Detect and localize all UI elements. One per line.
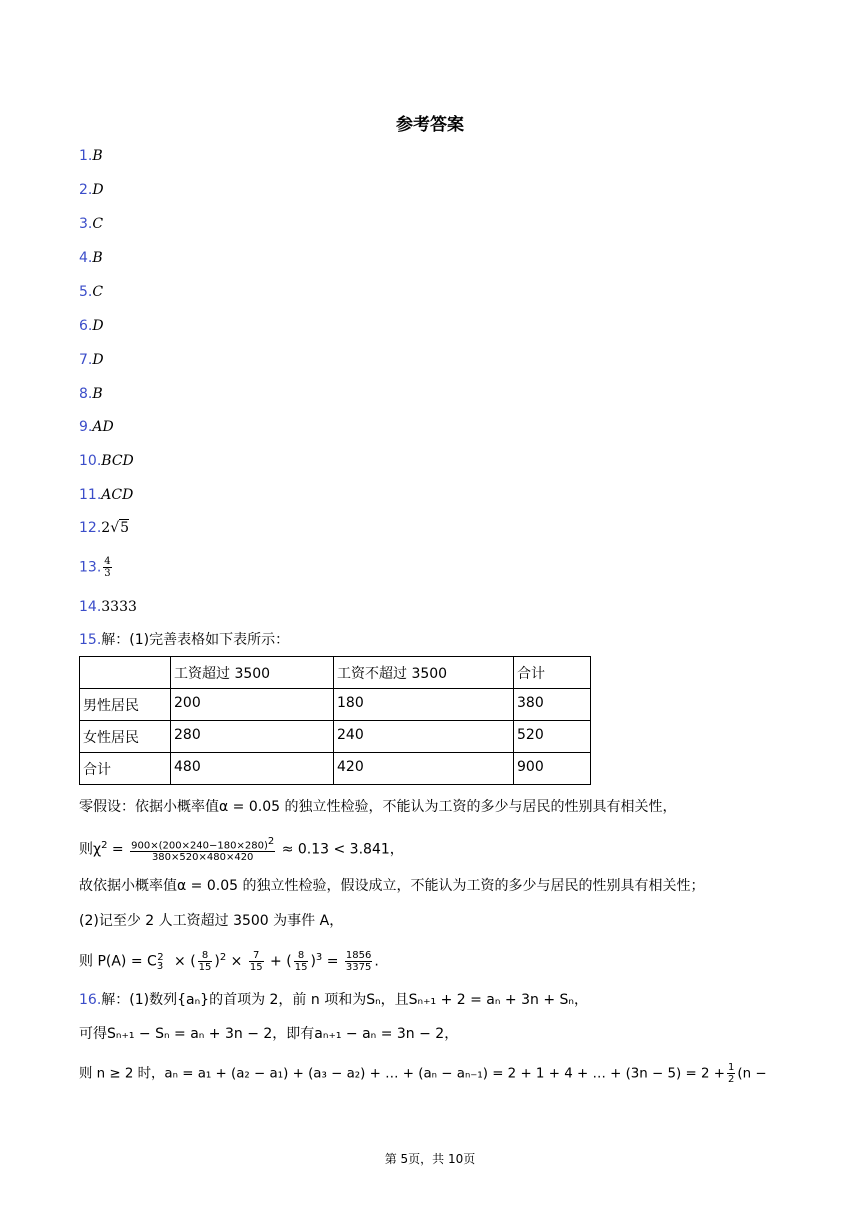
answer-number: 6.	[79, 318, 93, 334]
q15-chi-square-line: 则$\chi^2$ = $\frac{900\times(200\times 240-180\times 280)^2}{380\times 520\times 480\times 420}$ ≈ 0.13 < 3.841，	[79, 836, 404, 864]
answer-value: C	[92, 284, 104, 300]
answer-number: 8.	[79, 386, 93, 402]
answer-number: 2.	[79, 182, 93, 198]
answer-item-12: 12.2√5	[79, 520, 130, 536]
answer-number: 13.	[79, 559, 102, 576]
answer-item	[79, 282, 103, 302]
answer-item	[79, 485, 133, 505]
fraction-denominator: 3	[104, 568, 111, 579]
result-fraction	[345, 950, 372, 973]
prob-prefix: 则 P(A) = C	[79, 953, 157, 970]
answer-number: 14.	[79, 599, 102, 615]
q15-hypothesis: 零假设：依据小概率值α = 0.05 的独立性检验，不能认为工资的多少与居民的性别具有相关性，	[79, 799, 677, 815]
chi-fraction: $\frac{900\times(200\times 240-180\times 280)^2}{380\times 520\times 480\times 420}$	[131, 836, 275, 864]
table-cell: 合计	[80, 753, 171, 785]
table-cell: 520	[514, 721, 591, 753]
q15-intro: 解：(1)完善表格如下表所示：	[101, 632, 290, 648]
answer-number: 5.	[79, 284, 93, 300]
answer-number: 4.	[79, 250, 93, 266]
answer-item	[79, 417, 114, 437]
table-row	[80, 721, 591, 753]
page-footer: 第 5页，共 10页	[384, 1152, 476, 1166]
answer-value: D	[92, 182, 104, 198]
table-cell: 280	[171, 721, 334, 753]
answer-value: ACD	[101, 487, 134, 503]
frac-3-num: 8	[294, 950, 309, 962]
result-num: 1856	[345, 950, 372, 962]
answer-value: B	[92, 386, 103, 402]
chi-result: ≈ 0.13 < 3.841，	[281, 841, 404, 858]
answer-number: 3.	[79, 216, 93, 232]
frac-3-den: 15	[294, 962, 308, 974]
answer-number: 7.	[79, 352, 93, 368]
q16-line-2: 可得Sₙ₊₁ − Sₙ = aₙ + 3n − 2，即有aₙ₊₁ − aₙ = 3n − 2，	[79, 1026, 459, 1042]
answer-item	[79, 350, 104, 370]
answer-value: D	[92, 352, 104, 368]
q15-intro-line	[79, 630, 289, 650]
chi-numerator: 900×(200×240−180×280)	[131, 840, 268, 852]
table-row	[80, 689, 591, 721]
answer-number: 16.	[79, 992, 102, 1008]
answer-number: 9.	[79, 419, 93, 435]
table-cell: 工资不超过 3500	[334, 657, 514, 689]
answer-value: B	[92, 148, 103, 164]
answer-value: AD	[92, 419, 114, 435]
frac-1	[198, 950, 213, 973]
q16-fraction	[727, 1062, 735, 1085]
answer-coef: 2	[101, 520, 111, 536]
chi-denominator: 380×520×480×420	[151, 852, 254, 864]
q16-line-3	[79, 1062, 767, 1085]
answer-item-13	[79, 556, 114, 579]
answer-radicand: 5	[120, 520, 130, 536]
frac-2-num: 7	[249, 950, 264, 962]
table-cell: 女性居民	[80, 721, 171, 753]
frac-1-den: 15	[198, 962, 212, 974]
answer-value: 3333	[101, 599, 137, 615]
q16-text-1: 解：(1)数列{aₙ}的首项为 2，前 n 项和为Sₙ，且Sₙ₊₁ + 2 = aₙ + 3n + Sₙ，	[101, 992, 588, 1008]
frac-2	[249, 950, 264, 973]
answer-item	[79, 451, 134, 471]
answer-item	[79, 384, 103, 404]
table-cell: 200	[171, 689, 334, 721]
answer-number: 12.	[79, 520, 102, 536]
answer-item-14	[79, 597, 137, 617]
chi-prefix: 则χ	[79, 841, 102, 858]
fraction-numerator: 4	[104, 556, 111, 567]
page-title: 参考答案	[396, 115, 464, 135]
frac-2-den: 15	[249, 962, 263, 974]
table-cell: 240	[334, 721, 514, 753]
q16-tail: (n −	[737, 1066, 767, 1082]
table-cell: 380	[514, 689, 591, 721]
table-cell	[80, 657, 171, 689]
table-cell: 合计	[514, 657, 591, 689]
answer-number: 11.	[79, 487, 102, 503]
answer-value: C	[92, 216, 104, 232]
table-cell: 180	[334, 689, 514, 721]
table-cell: 工资超过 3500	[171, 657, 334, 689]
table-cell: 480	[171, 753, 334, 785]
answer-item	[79, 214, 103, 234]
answer-item	[79, 248, 103, 268]
answer-number: 15.	[79, 632, 102, 648]
answer-number: 1.	[79, 148, 93, 164]
frac-1-num: 8	[198, 950, 213, 962]
table-header-row	[80, 657, 591, 689]
answer-item	[79, 180, 104, 200]
q15-probability-line: 则 $P(A) = C_3^2$ × ( $\frac{8}{15}$ )$^2$ × $\frac{7}{15}$ + ( $\frac{8}{15}$ )$^3$ = $\frac{1856}{3375}$ .	[79, 950, 379, 974]
contingency-table	[79, 656, 591, 785]
q16-frac-num: 1	[728, 1062, 735, 1073]
frac-3	[294, 950, 309, 973]
answer-fraction	[103, 556, 111, 579]
answer-value: B	[92, 250, 103, 266]
table-cell: 420	[334, 753, 514, 785]
answer-value: D	[92, 318, 104, 334]
q15-conclusion: 故依据小概率值α = 0.05 的独立性检验，假设成立，不能认为工资的多少与居民的性别具有相关性；	[79, 878, 705, 894]
answer-item	[79, 316, 104, 336]
result-den: 3375	[345, 962, 372, 974]
q16-text-3: 则 n ≥ 2 时，aₙ = a₁ + (a₂ − a₁) + (a₃ − a₂) + … + (aₙ − aₙ₋₁) = 2 + 1 + 4 + … + (3n − 5) = 2 +	[79, 1066, 725, 1082]
table-row	[80, 753, 591, 785]
table-cell: 男性居民	[80, 689, 171, 721]
q16-line-1	[79, 990, 588, 1010]
q15-part2: (2)记至少 2 人工资超过 3500 为事件 A，	[79, 913, 344, 929]
answer-item	[79, 146, 103, 166]
answer-value: BCD	[101, 453, 134, 469]
table-cell: 900	[514, 753, 591, 785]
q16-frac-den: 2	[728, 1074, 735, 1085]
answer-number: 10.	[79, 453, 102, 469]
